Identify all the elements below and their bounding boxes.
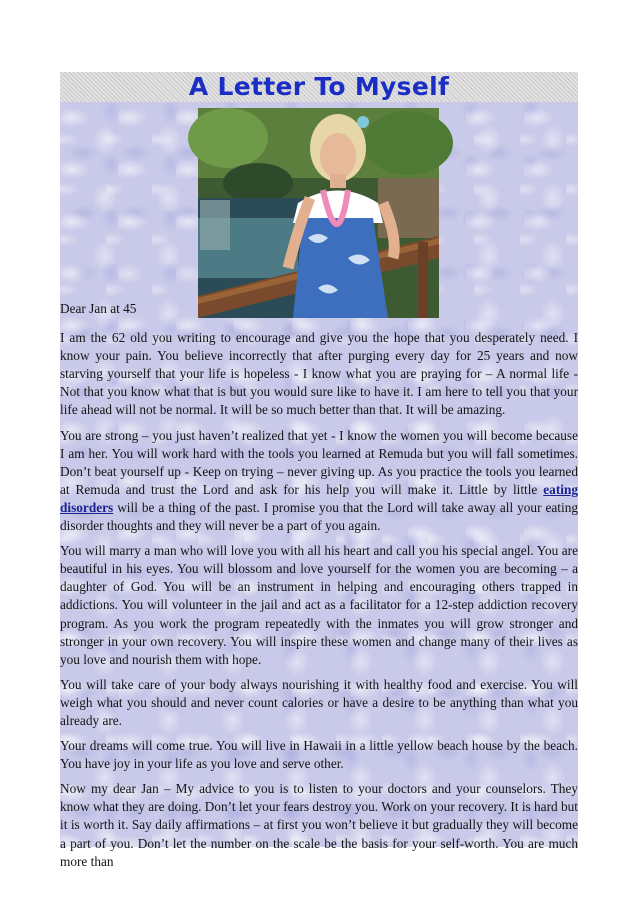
portrait-photo [198,108,439,318]
paragraph-3: You will marry a man who will love you with all his heart and call you his special angel. You are beautiful in his eyes. You will blossom and love yourself for the women you are becoming – a daughter of God. You will be an instrument in helping and encouraging others trapped in addictions. You will volunteer in the jail and act as a facilitator for a 12-step addiction recovery program. As you work the program repeatedly with the inmates you will grow stronger and stronger in your own recovery. You will inspire these women and change many of their lives as you love and nourish them with hope. [60,543,578,667]
eating-disorders-link[interactable]: eating disorders [60,481,578,515]
page-title: A Letter To Myself [188,72,450,101]
letter-body [60,102,578,869]
paragraph-2-text-a: You are strong – you just haven’t realized that yet - I know the women you will become because I am her. You will work hard with the tools you learned at Remuda but you will fall sometimes. Don’t beat yourself up - Keep on trying – never giving up. As you practice the tools you learned at Remuda and trust the Lord and ask for his help you will make it. Little by little [60,427,578,497]
salutation: Dear Jan at 45 [60,301,137,316]
paragraph-1: I am the 62 old you writing to encourage and give you the hope that you desperately need. I know your pain. You believe incorrectly that after purging every day for 25 years and now starving yourself that your life is hopeless - I know what you are praying for – A normal life - Not that you know what that is but you would sure like to have it. I am here to tell you that your life ahead will not be normal. It will be so much better than that. It will be amazing. [60,330,578,418]
letter-page [60,72,578,869]
paragraph-2-text-b: will be a thing of the past. I promise you that the Lord will take away all your eating disorder thoughts and they will never be a part of you again. [60,499,578,534]
letter-text [60,300,578,878]
paragraph-6: Now my dear Jan – My advice to you is to listen to your doctors and your counselors. They know what they are doing. Don’t let your fears destroy you. Work on your recovery. It is hard but it is worth it. Say daily affirmations – at first you won’t believe it but gradually they will become a part of you. Don’t let the number on the scale be the basis for your self-worth. You are much more than [60,781,578,869]
title-banner [60,72,578,102]
portrait-illustration [198,108,439,318]
paragraph-4: You will take care of your body always nourishing it with healthy food and exercise. You will weigh what you should and never count calories or have a desire to be anything than what you already are. [60,676,578,728]
paragraph-5: Your dreams will come true. You will live in Hawaii in a little yellow beach house by the beach. You have joy in your life as you love and serve other. [60,738,578,772]
paragraph-2 [60,427,578,536]
